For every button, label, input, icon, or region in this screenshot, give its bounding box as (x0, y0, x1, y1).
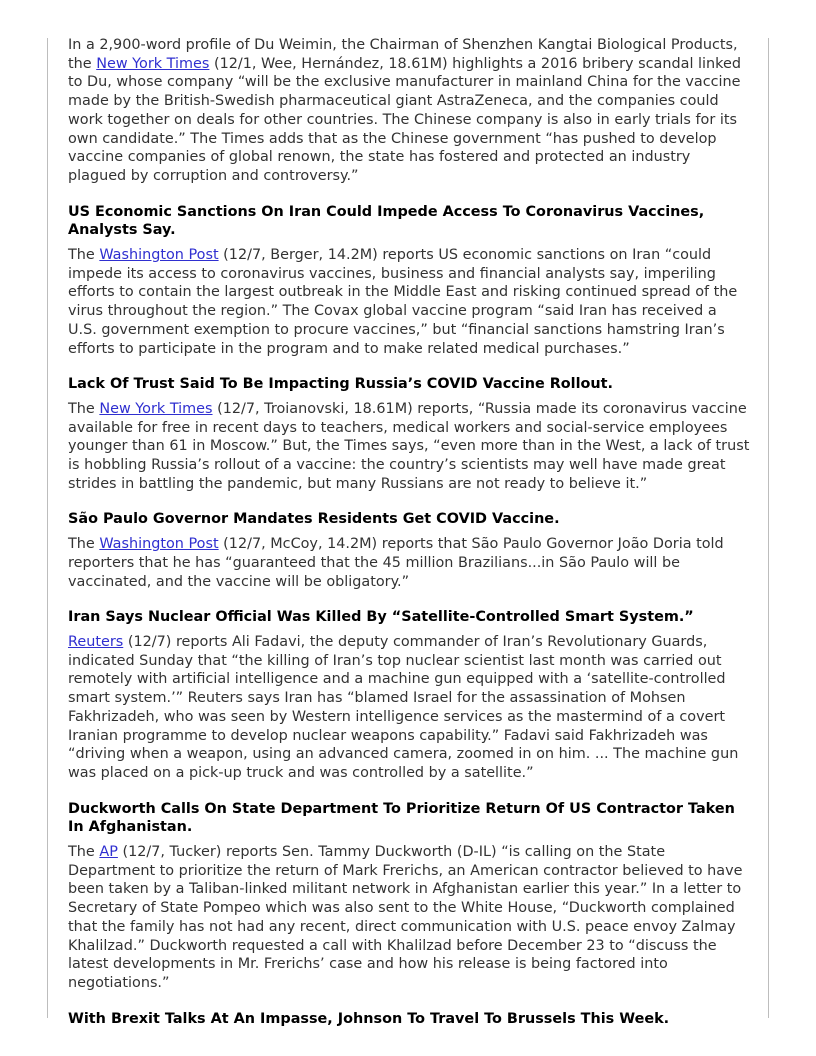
article-paragraph (68, 400, 750, 494)
article-text-post: (12/7) reports Ali Fadavi, the deputy commander of Iran’s Revolutionary Guards, indicated Sunday that “the killing of Iran’s top nuclear scientist last month was carried out remotely with artificial intelligence and a machine gun equipped with a ‘satellite-controlled smart system.’” Reuters says Iran has “blamed Israel for the assassination of Mohsen Fakhrizadeh, who was seen by Western intelligence services as the mastermind of a covert Iranian programme to develop nuclear weapons capability.” Fadavi said Fakhrizadeh was “driving when a weapon, using an advanced camera, zoomed in on him. ... The machine gun was placed on a pick-up truck and was controlled by a satellite.” (68, 633, 739, 781)
article-paragraph (68, 633, 750, 783)
intro-paragraph (68, 36, 750, 186)
source-link[interactable]: Washington Post (99, 536, 219, 553)
article-text-post: (12/7, Berger, 14.2M) reports US economic sanctions on Iran “could impede its access to coronavirus vaccines, business and financial analysts say, imperiling efforts to contain the largest outbreak in the Middle East and risking continued spread of the virus throughout the region.” The Covax global vaccine program “said Iran has received a U.S. government exemption to procure vaccines,” but “financial sanctions hamstring Iran’s efforts to participate in the program and to make related medical purchases.” (68, 247, 738, 357)
article-text-post: (12/7, Troianovski, 18.61M) reports, “Russia made its coronavirus vaccine available for free in recent days to teachers, medical workers and social-service employees younger than 61 in Moscow.” But, the Times says, “even more than in the West, a lack of trust is hobbling Russia’s rollout of a vaccine: the country’s scientists may well have made great strides in battling the pandemic, but many Russians are not ready to believe it.” (68, 400, 750, 492)
article-paragraph (68, 843, 750, 993)
intro-text-pre: In a 2,900-word profile of Du Weimin, the Chairman of Shenzhen Kangtai Biological Products, the (68, 37, 738, 72)
newsletter-body (68, 36, 750, 1034)
article-text-post: (12/7, McCoy, 14.2M) reports that São Paulo Governor João Doria told reporters that he has “guaranteed that the 45 million Brazilians...in São Paulo will be vaccinated, and the vaccine will be obligatory.” (68, 536, 724, 590)
left-margin-rule (47, 38, 48, 1018)
article-headline: Duckworth Calls On State Department To Prioritize Return Of US Contractor Taken In Afghanistan. (68, 800, 735, 836)
source-link[interactable]: AP (99, 844, 118, 861)
article-headline: Lack Of Trust Said To Be Impacting Russia’s COVID Vaccine Rollout. (68, 376, 614, 393)
article-text-pre: The (68, 247, 100, 264)
article-paragraph (68, 246, 750, 358)
source-link[interactable]: New York Times (99, 400, 213, 417)
article-text-post: (12/7, Tucker) reports Sen. Tammy Duckworth (D-IL) “is calling on the State Department to prioritize the return of Mark Frerichs, an American contractor believed to have been taken by a Taliban-linked militant network in Afghanistan earlier this year.” In a letter to Secretary of State Pompeo which was also sent to the White House, “Duckworth complained that the family has not had any recent, direct communication with U.S. peace envoy Zalmay Khalilzad.” Duckworth requested a call with Khalilzad before December 23 to “discuss the latest developments in Mr. Frerichs’ case and how his release is being factored into negotiations.” (68, 844, 743, 991)
article-headline: US Economic Sanctions On Iran Could Impede Access To Coronavirus Vaccines, Analysts Say. (68, 203, 705, 239)
source-link[interactable]: Washington Post (99, 247, 219, 264)
intro-text-post: (12/1, Wee, Hernández, 18.61M) highlights a 2016 bribery scandal linked to Du, whose company “will be the exclusive manufacturer in mainland China for the vaccine made by the British-Swedish pharmaceutical giant AstraZeneca, and the companies could work together on deals for other countries. The Chinese company is also in early trials for its own candidate.” The Times adds that as the Chinese government “has pushed to develop vaccine companies of global renown, the state has fostered and protected an industry plagued by corruption and controversy.” (68, 55, 741, 184)
article-headline: With Brexit Talks At An Impasse, Johnson To Travel To Brussels This Week. (68, 1010, 670, 1027)
article-text-pre: The (68, 536, 100, 553)
source-link[interactable]: Reuters (68, 633, 124, 650)
article-text-pre: The (68, 400, 100, 417)
article-text-pre: The (68, 844, 100, 861)
article-paragraph (68, 535, 750, 591)
article-headline: São Paulo Governor Mandates Residents Get COVID Vaccine. (68, 511, 560, 528)
article-headline: Iran Says Nuclear Official Was Killed By “Satellite-Controlled Smart System.” (68, 609, 694, 626)
right-margin-rule (768, 38, 769, 1018)
source-link[interactable]: New York Times (96, 55, 210, 72)
